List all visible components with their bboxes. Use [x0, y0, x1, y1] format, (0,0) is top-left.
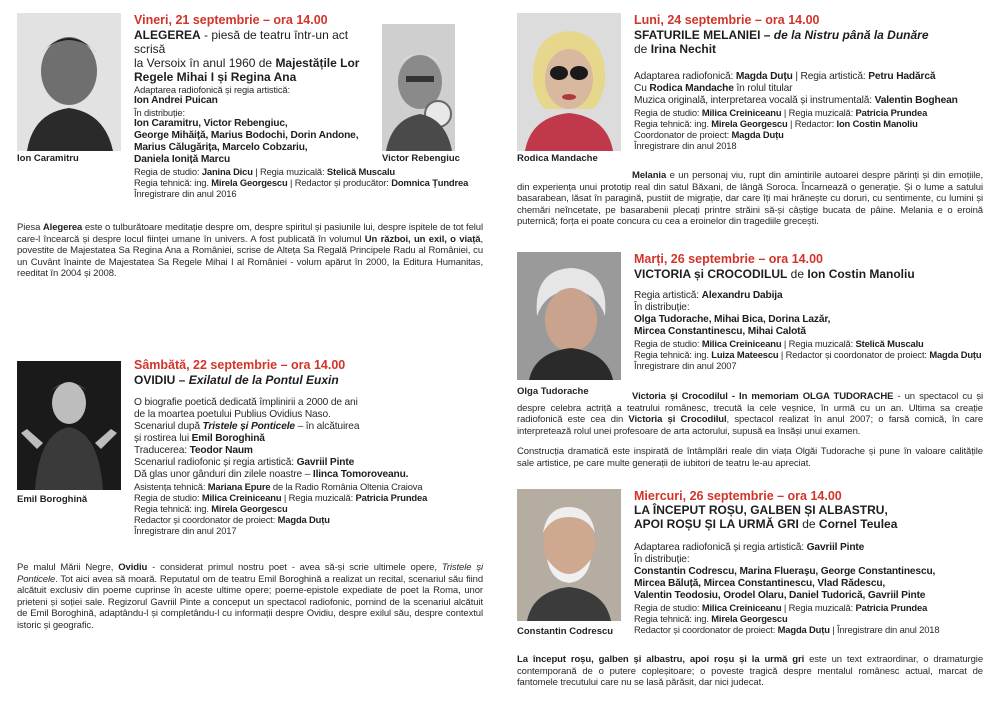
photo-victor-rebengiuc — [382, 24, 455, 151]
event2-description: Pe malul Mării Negre, Ovidiu - considerat primul nostru poet - avea să-și scrie ultimele opere, Tristele și Ponticele. Tot aici avea să moară. Reputatul om de teatru Emil Boroghină a realizat un recital, scenariul său fiind alcătuit exclusiv din poeme cuprinse în aceste ultime opere; poeme-epistole expediate de poet la Roma, unor prieteni și soției sale. Regizorul Gavriil Pinte a conceput un spectacol radiofonic, pornind de la scenariul alcătuit de Emil Boroghină, adaptându-l și completându-l cu informații despre Ovidiu, despre exilul său, despre contextul istoric și geografic. — [17, 562, 484, 631]
event2-credits: O biografie poetică dedicată împlinirii a 2000 de ani de la moartea poetului Publius Ovidius Naso. Scenariul după Tristele și Ponticele – în alcătuirea și rostirea lui Emil Boroghină Traducerea: Teodor Naum Scenariul radiofonic și regia artistică: Gavriil Pinte Dă glas unor gânduri din zilele noastre – Ilinca Tomoroveanu. Asistența tehnică: Mariana Epure de la Radio România Oltenia Craiova Regia de studio: Milica Creiniceanu | Regia muzicală: Patricia Prundea Regia tehnică: ing. Mirela Georgescu Redactor și coordonator de proiect: Magda Duțu Înregistrare din anul 2017 — [134, 397, 428, 536]
event3-date: Luni, 24 septembrie – ora 14.00 — [634, 13, 820, 27]
event4-description-2: Construcția dramatică este inspirată de întâmplări reale din viața Olgăi Tudorache și pune în valoare calitățile sale artistice, pe care multe generații de iubitori de teatru le-au apreciat. — [517, 446, 983, 469]
photo-ion-caramitru — [17, 13, 121, 151]
photo-rodica-mandache — [517, 13, 621, 151]
event4-title: VICTORIA și CROCODILUL de Ion Costin Manoliu — [634, 267, 915, 281]
event5-date: Miercuri, 26 septembrie – ora 14.00 — [634, 489, 842, 503]
right-page — [500, 0, 1000, 707]
event4-description: Victoria și Crocodilul - In memoriam OLGA TUDORACHE - un spectacol cu și despre celebra actriță a teatrului românesc, trecută la cele veșnice, în urmă cu un an. Ultima sa creație radiofonică este cea din Victoria și Crocodilul, spectacol realizat în anul 2007; o farsă comică, în care interpretează rolul unei profesoare de arta actorului, supusă ea însăși unui examen. — [517, 391, 983, 437]
event5-credits: Adaptarea radiofonică și regia artistică: Gavriil Pinte În distribuție: Constantin Codrescu, Marina Flueraşu, George Constantinescu, Mircea Băluță, Mircea Constantinescu, Vlad Rădescu, Valentin Teodosiu, Orodel Olaru, Daniel Tudorică, Gavriil Pinte Regia de studio: Milica Creiniceanu | Regia muzicală: Patricia Prundea Regia tehnică: ing. Mirela Georgescu Redactor și coordonator de proiect: Magda Duțu | Înregistrare din anul 2018 — [634, 542, 940, 635]
photo-constantin-codrescu — [517, 489, 621, 621]
event3-title: SFATURILE MELANIEI – de la Nistru până la Dunăre de Irina Nechit — [634, 28, 929, 56]
event3-credits: Adaptarea radiofonică: Magda Duțu | Regia artistică: Petru Hadărcă Cu Rodica Mandache în rolul titular Muzica originală, interpretarea vocală și instrumentală: Valentin Boghean Regia de studio: Milica Creiniceanu | Regia muzicală: Patricia Prundea Regia tehnică: ing. Mirela Georgescu | Redactor: Ion Costin Manoliu Coordonator de proiect: Magda Duțu Înregistrare din anul 2018 — [634, 71, 958, 151]
caption-ion-caramitru: Ion Caramitru — [17, 153, 79, 164]
event4-credits: Regia artistică: Alexandru Dabija În distribuție: Olga Tudorache, Mihai Bica, Dorina Lazăr, Mircea Constantinescu, Mihai Calotă Regia de studio: Milica Creiniceanu | Regia muzicală: Stelică Muscalu Regia tehnică: ing. Luiza Mateescu | Redactor și coordonator de proiect: Magda Duțu Înregistrare din anul 2007 — [634, 290, 982, 371]
caption-victor-rebengiuc: Victor Rebengiuc — [382, 153, 460, 164]
caption-constantin-codrescu: Constantin Codrescu — [517, 626, 614, 637]
event2-date: Sâmbătă, 22 septembrie – ora 14.00 — [134, 358, 346, 372]
photo-emil-boroghina — [17, 361, 121, 490]
event1-date: Vineri, 21 septembrie – ora 14.00 — [134, 13, 328, 27]
event1-title-main: ALEGEREA — [134, 28, 201, 42]
event1-title: ALEGEREA - piesă de teatru într-un act scrisă la Versoix în anul 1960 de Majestățile Lor Regele Mihai I și Regina Ana — [134, 28, 360, 84]
event5-description: La început roșu, galben și albastru, apoi roșu și la urmă gri este un text extraordinar, o dramaturgie contemporană de o putere copleșitoare; o poveste tragică despre mentalul românesc actual, marcat de fantomele trecutului care nu se lasă părăsit, dar nici judecat. — [517, 654, 983, 689]
photo-olga-tudorache — [517, 252, 621, 380]
event4-date: Marți, 26 septembrie – ora 14.00 — [634, 252, 823, 266]
event1-credits: Adaptarea radiofonică și regia artistică: Ion Andrei Puican În distribuție: Ion Caramitru, Victor Rebengiuc, George Mihăiță, Marius Bodochi, Dorin Andone, Marius Călugărița, Marcelo Cobzariu, Daniela Ioniță Marcu Regia de studio: Janina Dicu | Regia muzicală: Stelică Muscalu Regia tehnică: ing. Mirela Georgescu | Redactor și producător: Domnica Țundrea Înregistrare din anul 2016 — [134, 84, 469, 199]
event5-title: LA ÎNCEPUT ROȘU, GALBEN ȘI ALBASTRU, APOI ROȘU ȘI LA URMĂ GRI de Cornel Teulea — [634, 503, 898, 531]
caption-rodica-mandache: Rodica Mandache — [517, 153, 598, 164]
caption-emil-boroghina: Emil Boroghină — [17, 494, 88, 505]
event2-title: OVIDIU – Exilatul de la Pontul Euxin — [134, 373, 339, 387]
event3-description: Melania e un personaj viu, rupt din amintirile autoarei despre părinți și din emoțiile, din experiența unui prototip real din satul Băxani, de lângă Soroca. Încarnează o generație. Și o lume a satului basarabean, lăsat în paragină, pustiit de migrație, dar care îți mai hrănește cu doruri, cu sentimente, cu lumini și chemări neîncetate, pe basarabenii plecați printre străini să-și câștige bucata de pâine. Melania e o eroină puternică; forța ei poate concura cu cea a eroinelor din tragediile grecești. — [517, 170, 983, 228]
event1-description: Piesa Alegerea este o tulburătoare meditație despre om, despre spiritul și pasiunile lui, despre ispitele de tot felul care-l încearcă și despre locul ființei umane în univers. A fost publicată în volumul Un război, un exil, o viață, povestite de Majestatea Sa Regina Ana a României, scrise de Alteța Sa Regală Principele Radu al României, cu un Cuvânt înainte de Majestatea Sa Regele Mihai I al României - volum apărut în 2000, la Editura Humanitas, reeditat în 2004 și 2008. — [17, 222, 483, 280]
caption-olga-tudorache: Olga Tudorache — [517, 386, 589, 397]
